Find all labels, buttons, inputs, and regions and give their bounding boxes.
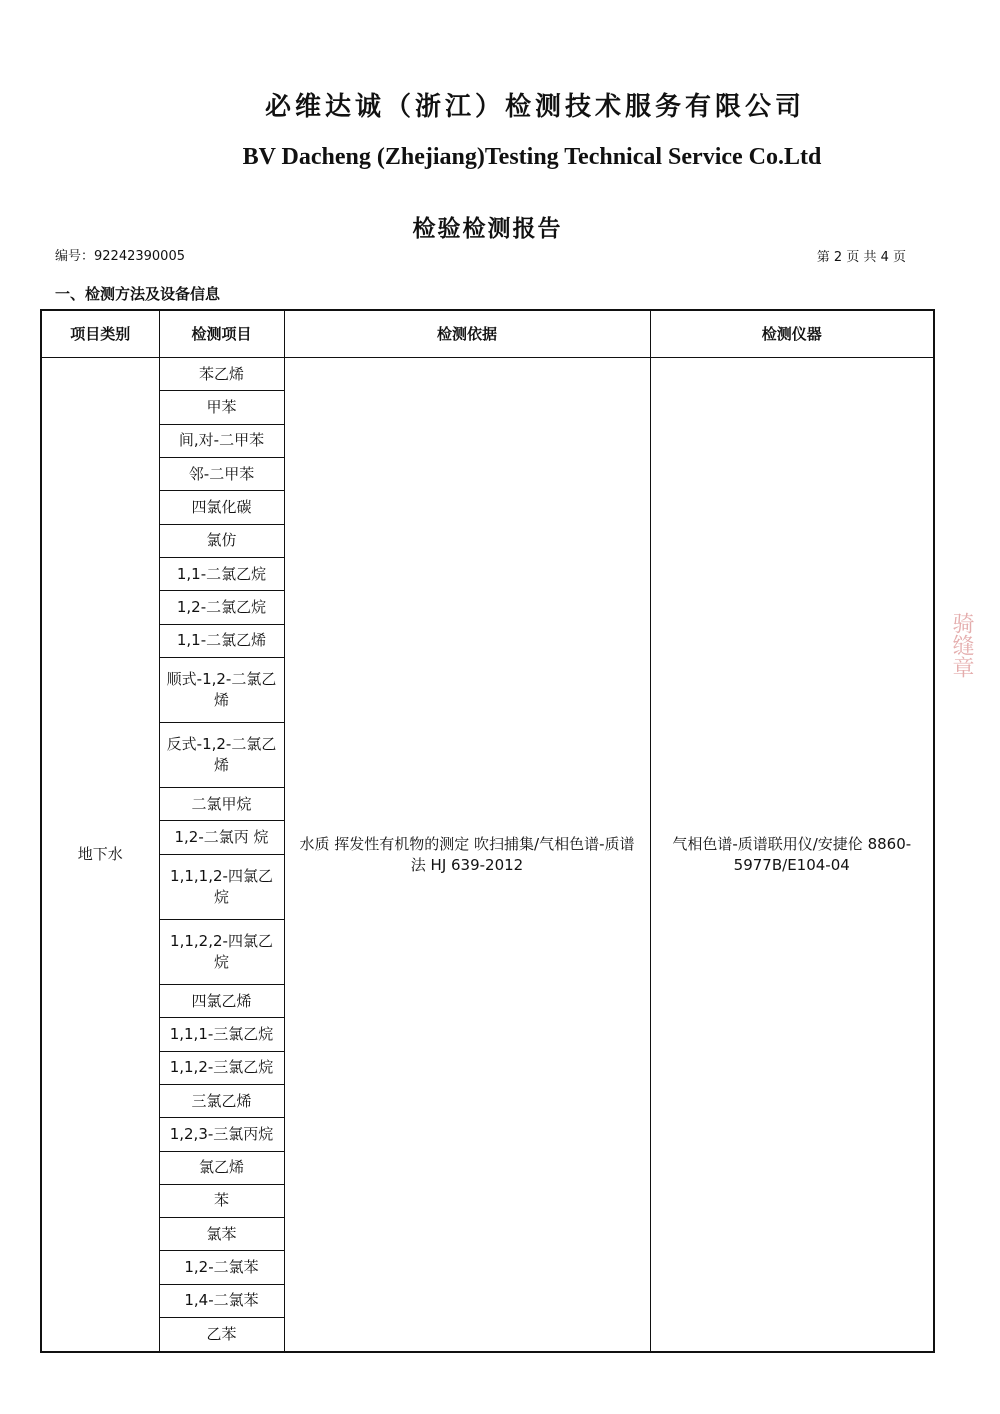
cell-test-item: 反式-1,2-二氯乙烯: [159, 722, 284, 787]
cell-test-instrument: 气相色谱-质谱联用仪/安捷伦 8860-5977B/E104-04: [650, 358, 934, 1353]
table-body: [41, 358, 934, 1353]
cell-test-item: 1,1-二氯乙烯: [159, 624, 284, 657]
cell-test-item: 1,2-二氯苯: [159, 1251, 284, 1284]
cell-test-item: 乙苯: [159, 1318, 284, 1352]
cell-test-item: 三氯乙烯: [159, 1084, 284, 1117]
cell-test-item: 邻-二甲苯: [159, 457, 284, 490]
table-header-row: [41, 310, 934, 358]
section-title: 一、检测方法及设备信息: [55, 285, 221, 303]
header-item: 检测项目: [159, 310, 284, 358]
report-title: 检验检测报告: [412, 216, 563, 242]
seam-stamp: [949, 612, 986, 812]
cell-test-item: 顺式-1,2-二氯乙烯: [159, 657, 284, 722]
company-name-en: BV Dacheng (Zhejiang)Testing Technical Service Co.Ltd: [242, 144, 822, 170]
company-name-cn: 必维达诚（浙江）检测技术服务有限公司: [264, 92, 805, 122]
cell-test-item: 四氯化碳: [159, 491, 284, 524]
cell-test-item: 1,4-二氯苯: [159, 1284, 284, 1317]
cell-test-item: 二氯甲烷: [159, 788, 284, 821]
header-category: 项目类别: [41, 310, 159, 358]
cell-test-item: 1,2-二氯丙 烷: [159, 821, 284, 854]
cell-test-basis: 水质 挥发性有机物的测定 吹扫捕集/气相色谱-质谱法 HJ 639-2012: [284, 358, 650, 1353]
cell-test-item: 1,2-二氯乙烷: [159, 591, 284, 624]
cell-test-item: 氯乙烯: [159, 1151, 284, 1184]
cell-test-item: 甲苯: [159, 391, 284, 424]
cell-test-item: 氯苯: [159, 1218, 284, 1251]
cell-test-item: 氯仿: [159, 524, 284, 557]
seam-stamp-text: 骑缝章: [949, 612, 974, 678]
cell-test-item: 1,1,2-三氯乙烷: [159, 1051, 284, 1084]
page-indicator: 第 2 页 共 4 页: [816, 250, 906, 265]
cell-test-item: 1,2,3-三氯丙烷: [159, 1118, 284, 1151]
cell-test-item: 1,1,1-三氯乙烷: [159, 1018, 284, 1051]
cell-test-item: 四氯乙烯: [159, 984, 284, 1017]
cell-test-item: 1,1,2,2-四氯乙烷: [159, 919, 284, 984]
table-row: [41, 358, 934, 391]
cell-category: 地下水: [41, 358, 159, 1353]
cell-test-item: 苯乙烯: [159, 358, 284, 391]
cell-test-item: 1,1,1,2-四氯乙烷: [159, 854, 284, 919]
cell-test-item: 间,对-二甲苯: [159, 424, 284, 457]
header-basis: 检测依据: [284, 310, 650, 358]
cell-test-item: 1,1-二氯乙烷: [159, 557, 284, 590]
cell-test-item: 苯: [159, 1184, 284, 1217]
header-instrument: 检测仪器: [650, 310, 934, 358]
report-number: 编号：92242390005: [55, 249, 185, 264]
methods-equipment-table: [40, 309, 935, 1353]
methods-table-container: [40, 309, 933, 1353]
